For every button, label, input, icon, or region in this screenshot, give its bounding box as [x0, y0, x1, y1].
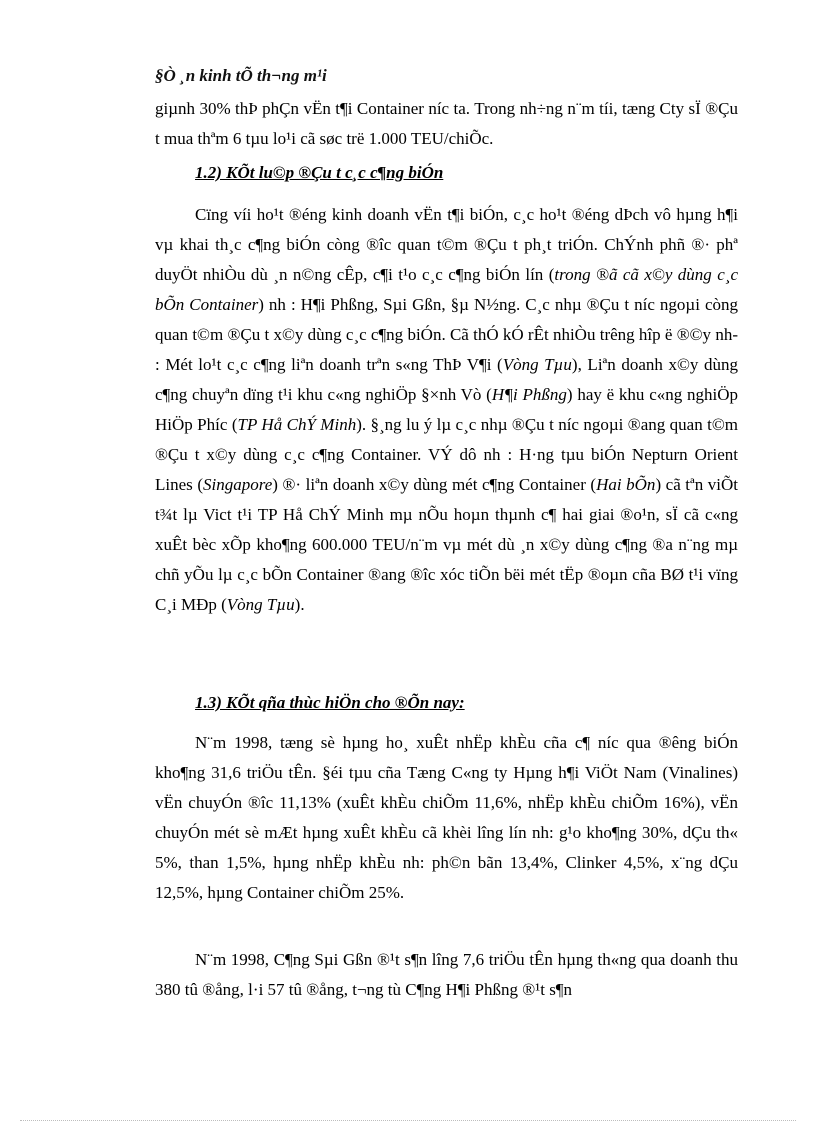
paragraph-text: Cïng víi ho¹t ®éng kinh doanh vËn t¶i biÓn, c¸c ho¹t ®éng dÞch vô hµng h¶i vµ khai th¸c c¶ng biÓn còng ®îc quan t©m ®Çu t ph¸t triÓn. ChÝnh phñ ®· phª duyÖt nhiÒu dù ¸n n©ng cÊp, c¶i t¹o c¸c c¶ng biÓn lín (trong ®ã cã x©y dùng c¸c bÕn Container) nh : H¶i Phßng, Sµi Gßn, §µ N½ng. C¸c nhµ ®Çu t níc ngoµi còng quan t©m ®Çu t x©y dùng c¸c c¶ng biÓn. Cã thÓ kÓ rÊt nhiÒu trêng hîp ë ®©y nh : Mét lo¹t c¸c c¶ng liªn doanh trªn s«ng ThÞ V¶i (Vòng Tµu), Liªn doanh x©y dùng c¶ng chuyªn dïng t¹i khu c«ng nghiÖp §×nh Vò (H¶i Phßng) hay ë khu c«ng nghiÖp HiÖp Phíc (TP Hå ChÝ Minh). §¸ng lu ý lµ c¸c nhµ ®Çu t níc ngoµi ®ang quan t©m ®Çu t x©y dùng c¸c c¶ng Container. VÝ dô nh : H·ng tµu biÓn Nepturn Orient Lines (Singapore) ®· liªn doanh x©y dùng mét c¶ng Container (Hai bÕn) cã tªn viÕt t¾t lµ Vict t¹i TP Hå ChÝ Minh mµ nÕu hoµn thµnh c¶ hai giai ®o¹n, sÏ cã c«ng xuÊt bèc xÕp kho¶ng 600.000 TEU/n¨m vµ mét dù ¸n x©y dùng c¶ng ®a n¨ng mµ chñ yÕu lµ c¸c bÕn Container ®ang ®îc xóc tiÕn bëi mét tËp ®oµn cña BØ t¹i vïng C¸i MÐp (Vòng Tµu). — [155, 205, 739, 614]
paragraph-port-output — [155, 945, 738, 1005]
paragraph-text: N¨m 1998, C¶ng Sµi Gßn ®¹t s¶n lîng 7,6 triÖu tÊn hµng th«ng qua doanh thu 380 tû ®ång, l·i 57 tû ®ång, t¬ng tù C¶ng H¶i Phßng ®¹t s¶n — [155, 950, 738, 999]
paragraph-text: N¨m 1998, tæng sè hµng ho¸ xuÊt nhËp khÈu cña c¶ níc qua ®êng biÓn kho¶ng 31,6 triÖu tÊn. §éi tµu cña Tæng C«ng ty Hµng h¶i ViÖt Nam (Vinalines) vËn chuyÓn ®îc 11,13% (xuÊt khÈu chiÕm 11,6%, nhËp khÈu chiÕm 16%), vËn chuyÓn mét sè mÆt hµng xuÊt khÈu cã khèi lîng lín nh: g¹o kho¶ng 30%, dÇu th« 5%, than 1,5%, hµng nhËp khÈu nh: ph©n bãn 13,4%, Clinker 4,5%, x¨ng dÇu 12,5%, hµng Container chiÕm 25%. — [155, 733, 738, 902]
section-heading-1-2: 1.2) KÕt lu©p ®Çu t c¸c c¶ng biÓn — [195, 163, 444, 182]
running-header: §Ò ¸n kinh tÕ th¬ng m¹i — [155, 66, 327, 85]
paragraph-continuation — [155, 94, 738, 154]
section-heading-1-3: 1.3) KÕt qña thùc hiÖn cho ®Õn nay: — [195, 693, 465, 712]
page-bottom-divider — [20, 1120, 796, 1121]
paragraph-text: giµnh 30% thÞ phÇn vËn t¶i Container níc ta. Trong nh÷ng n¨m tíi, tæng Cty sÏ ®Çu t mua thªm 6 tµu lo¹i cã søc trë 1.000 TEU/chiÕc. — [155, 99, 738, 148]
paragraph-investment-ports — [155, 200, 738, 620]
paragraph-results-1998 — [155, 728, 738, 908]
